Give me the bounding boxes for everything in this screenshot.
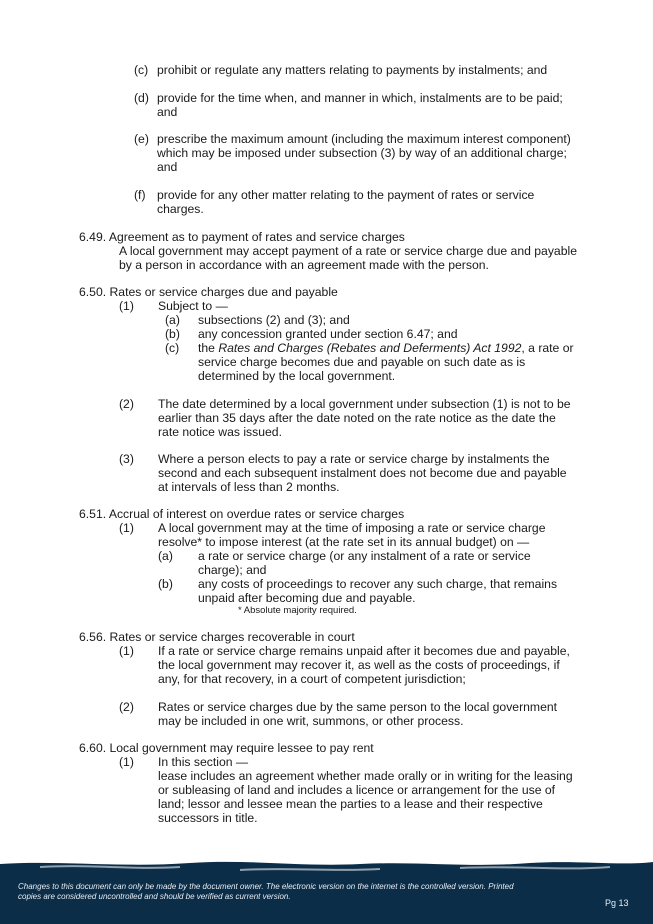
subsection-label: (2) [119, 700, 134, 714]
footer-line: copies are considered uncontrolled and should be verified as current version. [18, 892, 291, 901]
list-text: prescribe the maximum amount (including the maximum interest component) [157, 132, 571, 146]
subsection-text: In this section — [158, 755, 249, 769]
subsection-text: Where a person elects to pay a rate or service charge by instalments the [158, 452, 550, 466]
subsection-label: (2) [119, 397, 134, 411]
subsection-text: the local government may recover it, as well as the costs of proceedings, if [158, 658, 560, 672]
list-text: and [157, 105, 178, 119]
section-heading: 6.49. Agreement as to payment of rates and service charges [79, 230, 405, 244]
subsection-text: at intervals of less than 2 months. [158, 480, 340, 494]
subsection-text: any, for that recovery, in a court of competent jurisdiction; [158, 672, 466, 686]
list-text [198, 341, 574, 355]
list-label: (c) [134, 63, 149, 77]
list-text: subsections (2) and (3); and [198, 313, 350, 327]
list-text: charge); and [198, 563, 267, 577]
list-text: any concession granted under section 6.47; and [198, 327, 458, 341]
subsection-label: (1) [119, 644, 134, 658]
footer-disclaimer [18, 882, 578, 902]
subsection-text: successors in title. [158, 811, 258, 825]
list-label: (a) [165, 313, 180, 327]
footnote: * Absolute majority required. [238, 605, 357, 616]
list-text: which may be imposed under subsection (3) by way of an additional charge; [157, 146, 567, 160]
list-text: any costs of proceedings to recover any such charge, that remains [198, 577, 558, 591]
section-text: by a person in accordance with an agreement made with the person. [119, 258, 489, 272]
subsection-text: Rates or service charges due by the same person to the local government [158, 700, 558, 714]
subsection-text: resolve* to impose interest (at the rate set in its annual budget) on — [158, 535, 530, 549]
subsection-label: (1) [119, 755, 134, 769]
footer-line: Changes to this document can only be made by the document owner. The electronic version on the internet is the controlled version. Printed [18, 882, 514, 891]
subsection-label: (1) [119, 299, 134, 313]
section-heading: 6.50. Rates or service charges due and payable [79, 285, 338, 299]
subsection-text: If a rate or service charge remains unpaid after it becomes due and payable, [158, 644, 570, 658]
subsection-text: rate notice was issued. [158, 425, 282, 439]
list-text: service charge becomes due and payable on such date as is [198, 355, 526, 369]
subsection-text: A local government may at the time of imposing a rate or service charge [158, 521, 546, 535]
subsection-text: earlier than 35 days after the date noted on the rate notice as the date the [158, 411, 556, 425]
list-text: prohibit or regulate any matters relating to payments by instalments; and [157, 63, 548, 77]
list-label: (f) [134, 188, 146, 202]
list-text: provide for the time when, and manner in which, instalments are to be paid; [157, 91, 563, 105]
list-label: (c) [165, 341, 180, 355]
page-number: Pg 13 [605, 898, 629, 908]
list-text: charges. [157, 202, 204, 216]
section-text: A local government may accept payment of a rate or service charge due and payable [119, 244, 577, 258]
list-text: a rate or service charge (or any instalment of a rate or service [198, 549, 531, 563]
list-label: (d) [134, 91, 149, 105]
subsection-label: (3) [119, 452, 134, 466]
list-label: (e) [134, 132, 149, 146]
subsection-text: Subject to — [158, 299, 228, 313]
section-heading: 6.51. Accrual of interest on overdue rates or service charges [79, 507, 405, 521]
subsection-text: lease includes an agreement whether made orally or in writing for the leasing [158, 769, 573, 783]
subsection-text: second and each subsequent instalment does not become due and payable [158, 466, 567, 480]
list-text: provide for any other matter relating to the payment of rates or service [157, 188, 535, 202]
subsection-text: may be included in one writ, summons, or other process. [158, 714, 464, 728]
section-heading: 6.60. Local government may require lessee to pay rent [79, 741, 374, 755]
subsection-text: or subleasing of land and includes a licence or arrangement for the use of [158, 783, 556, 797]
list-text-post: , a rate or [521, 341, 574, 355]
list-text: unpaid after becoming due and payable. [198, 591, 416, 605]
list-text-pre: the [198, 341, 219, 355]
list-text: and [157, 160, 178, 174]
wave-decoration [0, 858, 653, 880]
list-label: (a) [158, 549, 173, 563]
list-text: determined by the local government. [198, 369, 396, 383]
subsection-text: The date determined by a local government under subsection (1) is not to be [158, 397, 571, 411]
subsection-text: land; lessor and lessee mean the parties to a lease and their respective [158, 797, 543, 811]
list-label: (b) [165, 327, 180, 341]
list-label: (b) [158, 577, 173, 591]
subsection-label: (1) [119, 521, 134, 535]
act-title: Rates and Charges (Rebates and Deferments) Act 1992 [218, 341, 522, 355]
section-heading: 6.56. Rates or service charges recoverable in court [79, 630, 355, 644]
